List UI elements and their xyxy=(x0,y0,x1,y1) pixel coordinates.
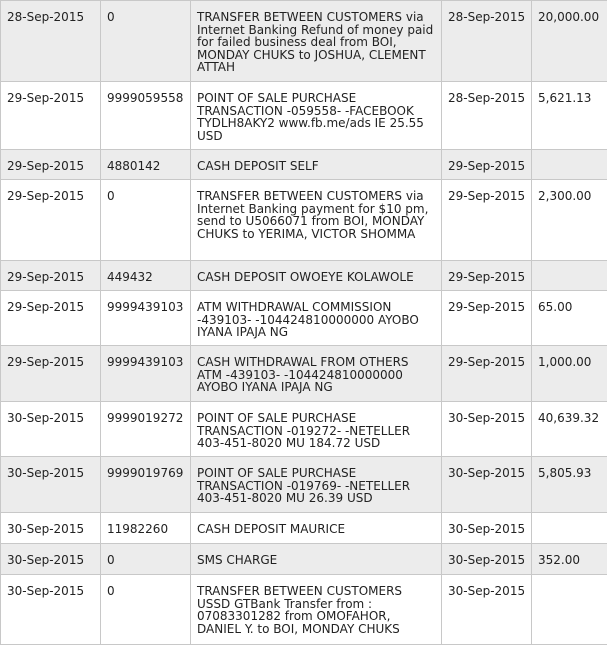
value-date: 30-Sep-2015 xyxy=(442,544,532,575)
table-row xyxy=(1,346,607,402)
reference-number: 9999439103 xyxy=(101,346,191,402)
transaction-description: TRANSFER BETWEEN CUSTOMERS via Internet Banking payment for $10 pm, send to U5066071 from BOI, MONDAY CHUKS to YERIMA, VICTOR SHOMMA xyxy=(191,180,442,261)
value-date: 30-Sep-2015 xyxy=(442,402,532,457)
amount xyxy=(532,150,607,180)
table-row xyxy=(1,544,607,575)
amount: 352.00 xyxy=(532,544,607,575)
reference-number: 4880142 xyxy=(101,150,191,180)
value-date: 28-Sep-2015 xyxy=(442,1,532,82)
reference-number: 9999019769 xyxy=(101,457,191,513)
table-row xyxy=(1,575,607,645)
amount: 65.00 xyxy=(532,291,607,346)
transaction-date: 29-Sep-2015 xyxy=(1,346,101,402)
transaction-description: POINT OF SALE PURCHASE TRANSACTION -059558- -FACEBOOK TYDLH8AKY2 www.fb.me/ads IE 25.55 USD xyxy=(191,82,442,150)
amount: 5,805.93 xyxy=(532,457,607,513)
value-date: 30-Sep-2015 xyxy=(442,457,532,513)
reference-number: 0 xyxy=(101,544,191,575)
transaction-date: 30-Sep-2015 xyxy=(1,457,101,513)
transaction-description: CASH DEPOSIT SELF xyxy=(191,150,442,180)
table-row xyxy=(1,82,607,150)
value-date: 30-Sep-2015 xyxy=(442,575,532,645)
reference-number: 9999059558 xyxy=(101,82,191,150)
value-date: 28-Sep-2015 xyxy=(442,82,532,150)
transaction-description: ATM WITHDRAWAL COMMISSION -439103- -104424810000000 AYOBO IYANA IPAJA NG xyxy=(191,291,442,346)
amount: 1,000.00 xyxy=(532,346,607,402)
reference-number: 11982260 xyxy=(101,513,191,544)
transaction-date: 29-Sep-2015 xyxy=(1,261,101,291)
transaction-description: CASH WITHDRAWAL FROM OTHERS ATM -439103- -104424810000000 AYOBO IYANA IPAJA NG xyxy=(191,346,442,402)
transaction-description: SMS CHARGE xyxy=(191,544,442,575)
value-date: 29-Sep-2015 xyxy=(442,150,532,180)
transaction-description: POINT OF SALE PURCHASE TRANSACTION -019272- -NETELLER 403-451-8020 MU 184.72 USD xyxy=(191,402,442,457)
transaction-description: POINT OF SALE PURCHASE TRANSACTION -019769- -NETELLER 403-451-8020 MU 26.39 USD xyxy=(191,457,442,513)
reference-number: 449432 xyxy=(101,261,191,291)
value-date: 30-Sep-2015 xyxy=(442,513,532,544)
transaction-date: 29-Sep-2015 xyxy=(1,150,101,180)
transaction-description: TRANSFER BETWEEN CUSTOMERS via Internet Banking Refund of money paid for failed business deal from BOI, MONDAY CHUKS to JOSHUA, CLEMENT ATTAH xyxy=(191,1,442,82)
amount xyxy=(532,513,607,544)
transaction-date: 30-Sep-2015 xyxy=(1,513,101,544)
transaction-description: CASH DEPOSIT OWOEYE KOLAWOLE xyxy=(191,261,442,291)
table-row xyxy=(1,261,607,291)
transaction-date: 30-Sep-2015 xyxy=(1,544,101,575)
transaction-description: CASH DEPOSIT MAURICE xyxy=(191,513,442,544)
value-date: 29-Sep-2015 xyxy=(442,180,532,261)
reference-number: 0 xyxy=(101,1,191,82)
table-row xyxy=(1,513,607,544)
table-row xyxy=(1,402,607,457)
table-row xyxy=(1,291,607,346)
value-date: 29-Sep-2015 xyxy=(442,261,532,291)
transaction-date: 29-Sep-2015 xyxy=(1,82,101,150)
amount: 2,300.00 xyxy=(532,180,607,261)
table-row xyxy=(1,180,607,261)
reference-number: 0 xyxy=(101,180,191,261)
table-row xyxy=(1,457,607,513)
reference-number: 9999439103 xyxy=(101,291,191,346)
transaction-date: 28-Sep-2015 xyxy=(1,1,101,82)
amount: 40,639.32 xyxy=(532,402,607,457)
reference-number: 9999019272 xyxy=(101,402,191,457)
amount xyxy=(532,575,607,645)
reference-number: 0 xyxy=(101,575,191,645)
transaction-date: 30-Sep-2015 xyxy=(1,575,101,645)
amount: 20,000.00 xyxy=(532,1,607,82)
transaction-date: 30-Sep-2015 xyxy=(1,402,101,457)
amount xyxy=(532,261,607,291)
transaction-description: TRANSFER BETWEEN CUSTOMERS USSD GTBank Transfer from : 07083301282 from OMOFAHOR, DANIEL Y. to BOI, MONDAY CHUKS xyxy=(191,575,442,645)
table-row xyxy=(1,1,607,82)
transaction-date: 29-Sep-2015 xyxy=(1,180,101,261)
amount: 5,621.13 xyxy=(532,82,607,150)
transaction-date: 29-Sep-2015 xyxy=(1,291,101,346)
value-date: 29-Sep-2015 xyxy=(442,346,532,402)
value-date: 29-Sep-2015 xyxy=(442,291,532,346)
table-row xyxy=(1,150,607,180)
